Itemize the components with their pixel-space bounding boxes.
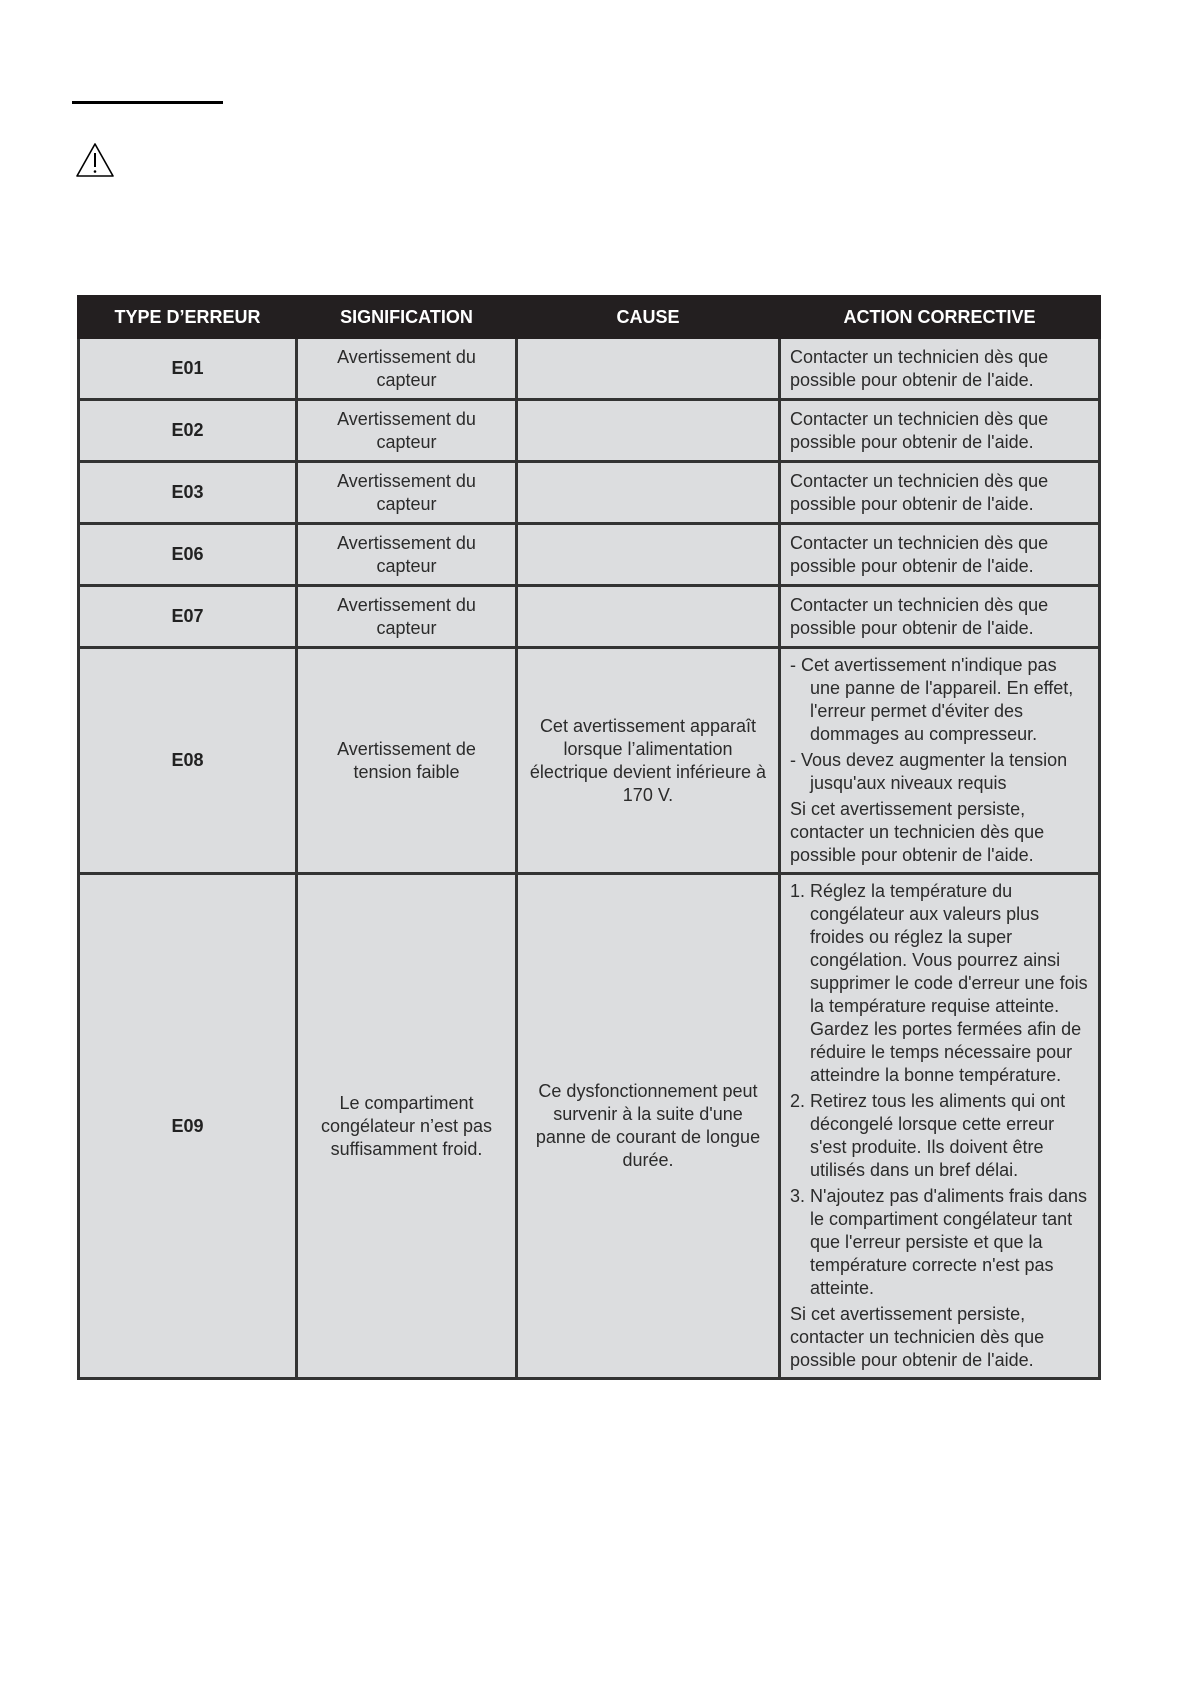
meaning-cell: Avertissement de tension faible — [297, 648, 517, 874]
meaning-cell: Avertissement du capteur — [297, 586, 517, 648]
action-note: Contacter un technicien dès que possible pour obtenir de l'aide. — [790, 408, 1049, 452]
header-meaning: SIGNIFICATION — [297, 297, 517, 338]
cause-cell — [517, 400, 780, 462]
action-list-item: - Vous devez augmenter la tension jusqu'aux niveaux requis — [790, 750, 1068, 793]
action-cell — [780, 400, 1100, 462]
table-row — [79, 462, 1100, 524]
action-list-item: - Cet avertissement n'indique pas une panne de l'appareil. En effet, l'erreur permet d'éviter des dommages au compresseur. — [790, 655, 1074, 744]
action-note: Contacter un technicien dès que possible pour obtenir de l'aide. — [790, 470, 1049, 514]
action-cell — [780, 524, 1100, 586]
meaning-cell: Avertissement du capteur — [297, 338, 517, 400]
header-error-type: TYPE D’ERREUR — [79, 297, 297, 338]
action-note: Contacter un technicien dès que possible pour obtenir de l'aide. — [790, 532, 1049, 576]
cause-cell — [517, 462, 780, 524]
table-row — [79, 874, 1100, 1379]
meaning-cell: Avertissement du capteur — [297, 524, 517, 586]
meaning-cell: Le compartiment congélateur n’est pas suffisamment froid. — [297, 874, 517, 1379]
action-cell — [780, 648, 1100, 874]
cause-cell: Cet avertissement apparaît lorsque l’alimentation électrique devient inférieure à 170 V. — [517, 648, 780, 874]
header-corrective-action: ACTION CORRECTIVE — [780, 297, 1100, 338]
meaning-cell: Avertissement du capteur — [297, 462, 517, 524]
cause-cell — [517, 586, 780, 648]
error-code-cell: E02 — [79, 400, 297, 462]
header-cause: CAUSE — [517, 297, 780, 338]
action-note: Si cet avertissement persiste, contacter un technicien dès que possible pour obtenir de l'aide. — [790, 799, 1045, 865]
error-code-cell: E06 — [79, 524, 297, 586]
cause-cell — [517, 524, 780, 586]
meaning-cell: Avertissement du capteur — [297, 400, 517, 462]
error-code-cell: E07 — [79, 586, 297, 648]
cause-cell — [517, 338, 780, 400]
error-code-cell: E08 — [79, 648, 297, 874]
table-row — [79, 586, 1100, 648]
table-row — [79, 648, 1100, 874]
table-row — [79, 400, 1100, 462]
error-code-cell: E01 — [79, 338, 297, 400]
action-list-item: 3. N'ajoutez pas d'aliments frais dans le compartiment congélateur tant que l'erreur persiste et que la température correcte n'est pas atteinte. — [790, 1186, 1088, 1298]
error-code-cell: E09 — [79, 874, 297, 1379]
action-note: Contacter un technicien dès que possible pour obtenir de l'aide. — [790, 346, 1049, 390]
action-cell — [780, 462, 1100, 524]
action-note: Si cet avertissement persiste, contacter un technicien dès que possible pour obtenir de l'aide. — [790, 1304, 1045, 1370]
action-cell — [780, 338, 1100, 400]
warning-icon — [75, 142, 115, 178]
table-row — [79, 338, 1100, 400]
table-row — [79, 524, 1100, 586]
section-title-underline — [72, 101, 223, 104]
error-code-cell: E03 — [79, 462, 297, 524]
action-cell — [780, 586, 1100, 648]
action-note: Contacter un technicien dès que possible pour obtenir de l'aide. — [790, 594, 1049, 638]
action-list-item: 2. Retirez tous les aliments qui ont décongelé lorsque cette erreur s'est produite. Ils doivent être utilisés dans un bref délai. — [790, 1091, 1066, 1180]
action-cell — [780, 874, 1100, 1379]
error-code-table — [77, 295, 1101, 1380]
action-list-item: 1. Réglez la température du congélateur aux valeurs plus froides ou réglez la super congélation. Vous pourrez ainsi supprimer le code d'erreur une fois la température requise atteinte. Gardez les portes fermées afin de réduire le temps nécessaire pour atteindre la bonne température. — [790, 881, 1088, 1085]
table-header-row — [79, 297, 1100, 338]
cause-cell: Ce dysfonctionnement peut survenir à la suite d'une panne de courant de longue durée. — [517, 874, 780, 1379]
